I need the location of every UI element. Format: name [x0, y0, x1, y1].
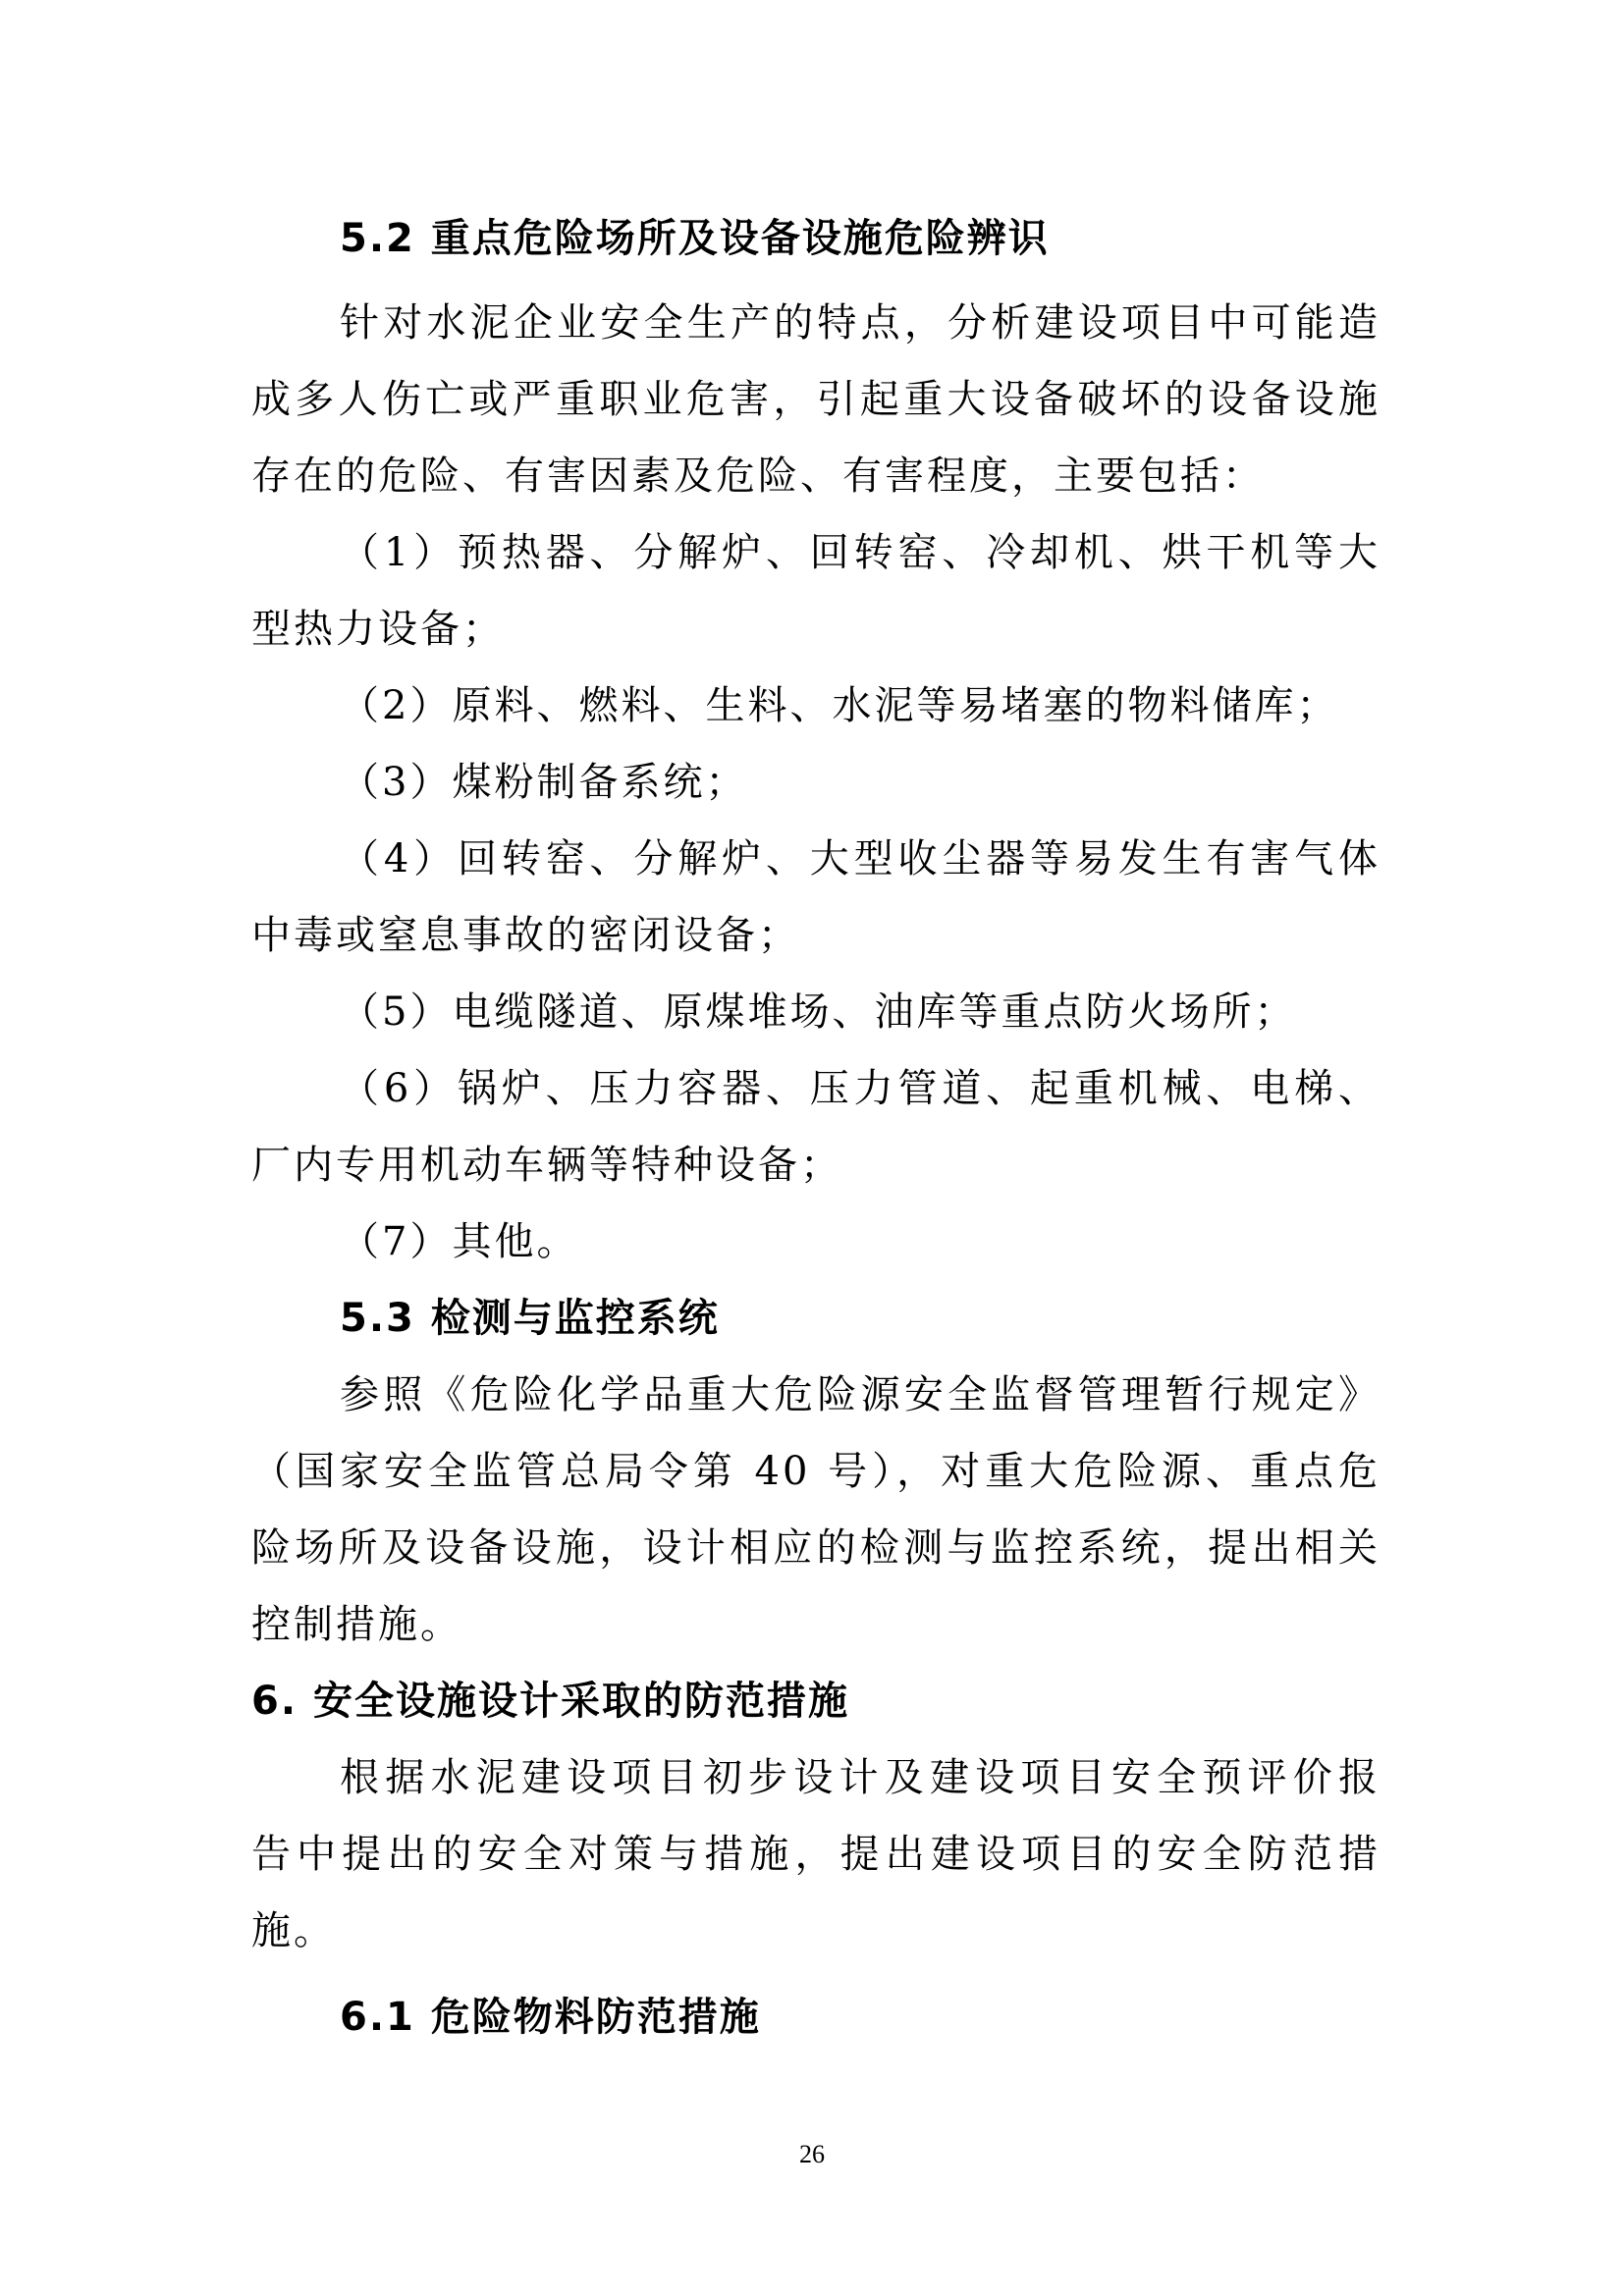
- list-item-6: （6）锅炉、压力容器、压力管道、起重机械、电梯、: [340, 1066, 1380, 1111]
- list-item-1: （1）预热器、分解炉、回转窑、冷却机、烘干机等大: [340, 530, 1380, 575]
- paragraph-line: 告中提出的安全对策与措施，提出建设项目的安全防范措: [251, 1832, 1380, 1877]
- section-heading-5-3: 5.3 检测与监控系统: [340, 1296, 720, 1341]
- list-item-2: （2）原料、燃料、生料、水泥等易堵塞的物料储库；: [340, 683, 1339, 728]
- paragraph-line: 施。: [251, 1908, 336, 1953]
- list-item-4-continued: 中毒或窒息事故的密闭设备；: [251, 913, 800, 958]
- list-item-4: （4）回转窑、分解炉、大型收尘器等易发生有害气体: [340, 836, 1380, 881]
- paragraph-line: 针对水泥企业安全生产的特点，分析建设项目中可能造: [340, 300, 1380, 346]
- list-item-6-continued: 厂内专用机动车辆等特种设备；: [251, 1143, 842, 1188]
- section-heading-6-1: 6.1 危险物料防范措施: [340, 1995, 761, 2040]
- paragraph-line: 根据水泥建设项目初步设计及建设项目安全预评价报: [340, 1755, 1380, 1800]
- paragraph-line: 存在的危险、有害因素及危险、有害程度，主要包括：: [251, 454, 1265, 499]
- paragraph-line: （国家安全监管总局令第 40 号），对重大危险源、重点危: [251, 1449, 1380, 1494]
- paragraph-line: 控制措施。: [251, 1602, 462, 1647]
- list-item-7: （7）其他。: [340, 1219, 579, 1264]
- section-heading-5-2: 5.2 重点危险场所及设备设施危险辨识: [340, 216, 1050, 261]
- section-heading-6: 6. 安全设施设计采取的防范措施: [251, 1679, 849, 1724]
- paragraph-line: 成多人伤亡或严重职业危害，引起重大设备破坏的设备设施: [251, 377, 1380, 422]
- page-number: 26: [799, 2140, 825, 2168]
- list-item-1-continued: 型热力设备；: [251, 607, 505, 652]
- paragraph-line: 参照《危险化学品重大危险源安全监督管理暂行规定》: [340, 1372, 1380, 1417]
- list-item-5: （5）电缆隧道、原煤堆场、油库等重点防火场所；: [340, 989, 1297, 1035]
- paragraph-line: 险场所及设备设施，设计相应的检测与监控系统，提出相关: [251, 1525, 1380, 1571]
- list-item-3: （3）煤粉制备系统；: [340, 760, 748, 805]
